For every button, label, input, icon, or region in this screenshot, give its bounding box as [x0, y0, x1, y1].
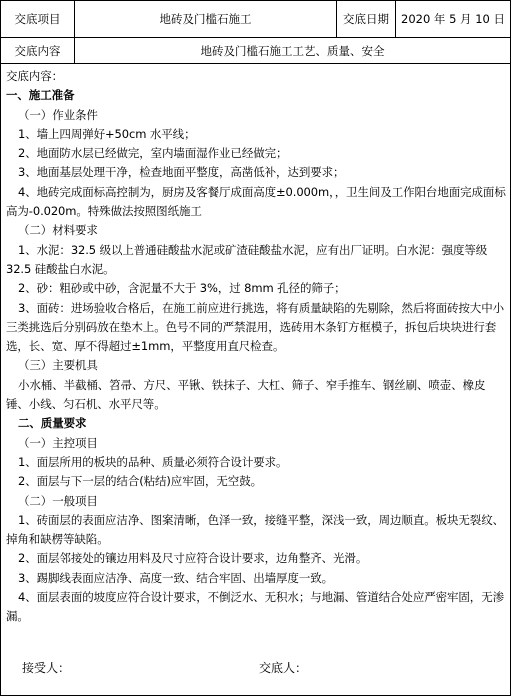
- header-row-1: [1, 1, 510, 38]
- body-line: 1、墙上四周弹好+50cm 水平线；: [18, 126, 196, 141]
- receiver-label: 接受人：: [22, 661, 71, 675]
- body-intro: 交底内容：: [6, 69, 63, 83]
- body-line: （三）主要机具: [18, 358, 98, 373]
- project-value: 地砖及门槛石施工: [75, 1, 337, 37]
- discloser-signature: [259, 659, 307, 676]
- signature-row: [1, 659, 510, 679]
- body-line: （二）材料要求: [18, 223, 98, 238]
- body-line: 3、踢脚线表面应洁净、高度一致、结合牢固、出墙厚度一致。: [18, 570, 334, 585]
- content-value: 地砖及门槛石施工工艺、质量、安全: [200, 43, 385, 58]
- date-value: 2020 年 5 月 10 日: [401, 12, 505, 26]
- body-line: 2、面层与下一层的结合(粘结)应牢固，无空鼓。: [18, 474, 262, 489]
- body-line: （一）作业条件: [18, 107, 98, 122]
- date-label: 交底日期: [337, 1, 396, 37]
- body-line: （一）主控项目: [18, 435, 98, 450]
- body-lines: [6, 86, 506, 626]
- body-line: 2、地面防水层已经做完，室内墙面湿作业已经做完；: [18, 146, 288, 161]
- header-row-2: [1, 38, 510, 64]
- body-line: （二）一般项目: [18, 493, 98, 508]
- body-line: 1、水泥：32.5 级以上普通硅酸盐水泥或矿渣硅酸盐水泥，应有出厂证明。白水泥：强度等级 32.5 硅酸盐白水泥。: [6, 242, 488, 276]
- project-label: 交底项目: [1, 1, 75, 37]
- receiver-signature: [22, 659, 70, 676]
- body-line: 3、面砖：进场验收合格后，在施工前应进行挑选，将有质量缺陷的先剔除，然后将面砖按大中小三类挑选后分别码放在垫木上。色号不同的严禁混用，选砖用木条钉方框模子，拆包后块块进行套选，长、宽、厚不得超过±1mm，平整度用直尺检查。: [6, 300, 505, 354]
- body-line: 2、面层邻接处的镶边用料及尺寸应符合设计要求，边角整齐、光滑。: [18, 551, 368, 566]
- body-line: 一、施工准备: [6, 88, 75, 103]
- content-label: 交底内容: [1, 38, 75, 63]
- body-line: 1、砖面层的表面应洁净、图案清晰，色泽一致，接缝平整，深浅一致，周边顺直。板块无裂纹、掉角和缺楞等缺陷。: [6, 512, 505, 547]
- discloser-label: 交底人：: [259, 661, 308, 675]
- body-line: 4、地砖完成面标高控制为，厨房及客餐厅成面高度±0.000m，，卫生间及工作阳台地面完成面标高为-0.020m。特殊做法按照图纸施工: [6, 184, 506, 219]
- body-line: 1、面层所用的板块的品种、质量必须符合设计要求。: [18, 454, 288, 469]
- body-line: 4、面层表面的坡度应符合设计要求，不倒泛水、无积水；与地漏、管道结合处应严密牢固，无渗漏。: [6, 590, 505, 624]
- body-line: 2、砂：粗砂或中砂，含泥量不大于 3%，过 8mm 孔径的筛子；: [18, 281, 346, 296]
- body-line: 二、质量要求: [18, 416, 87, 431]
- body-line: 小水桶、半截桶、笤帚、方尺、平锹、铁抹子、大杠、筛子、窄手推车、钢丝刷、喷壶、橡皮锤、小线、匀石机、水平尺等。: [6, 377, 486, 412]
- disclosure-body: [1, 64, 510, 627]
- body-line: 3、地面基层处理干净，检查地面平整度，高凿低补，达到要求；: [18, 165, 345, 180]
